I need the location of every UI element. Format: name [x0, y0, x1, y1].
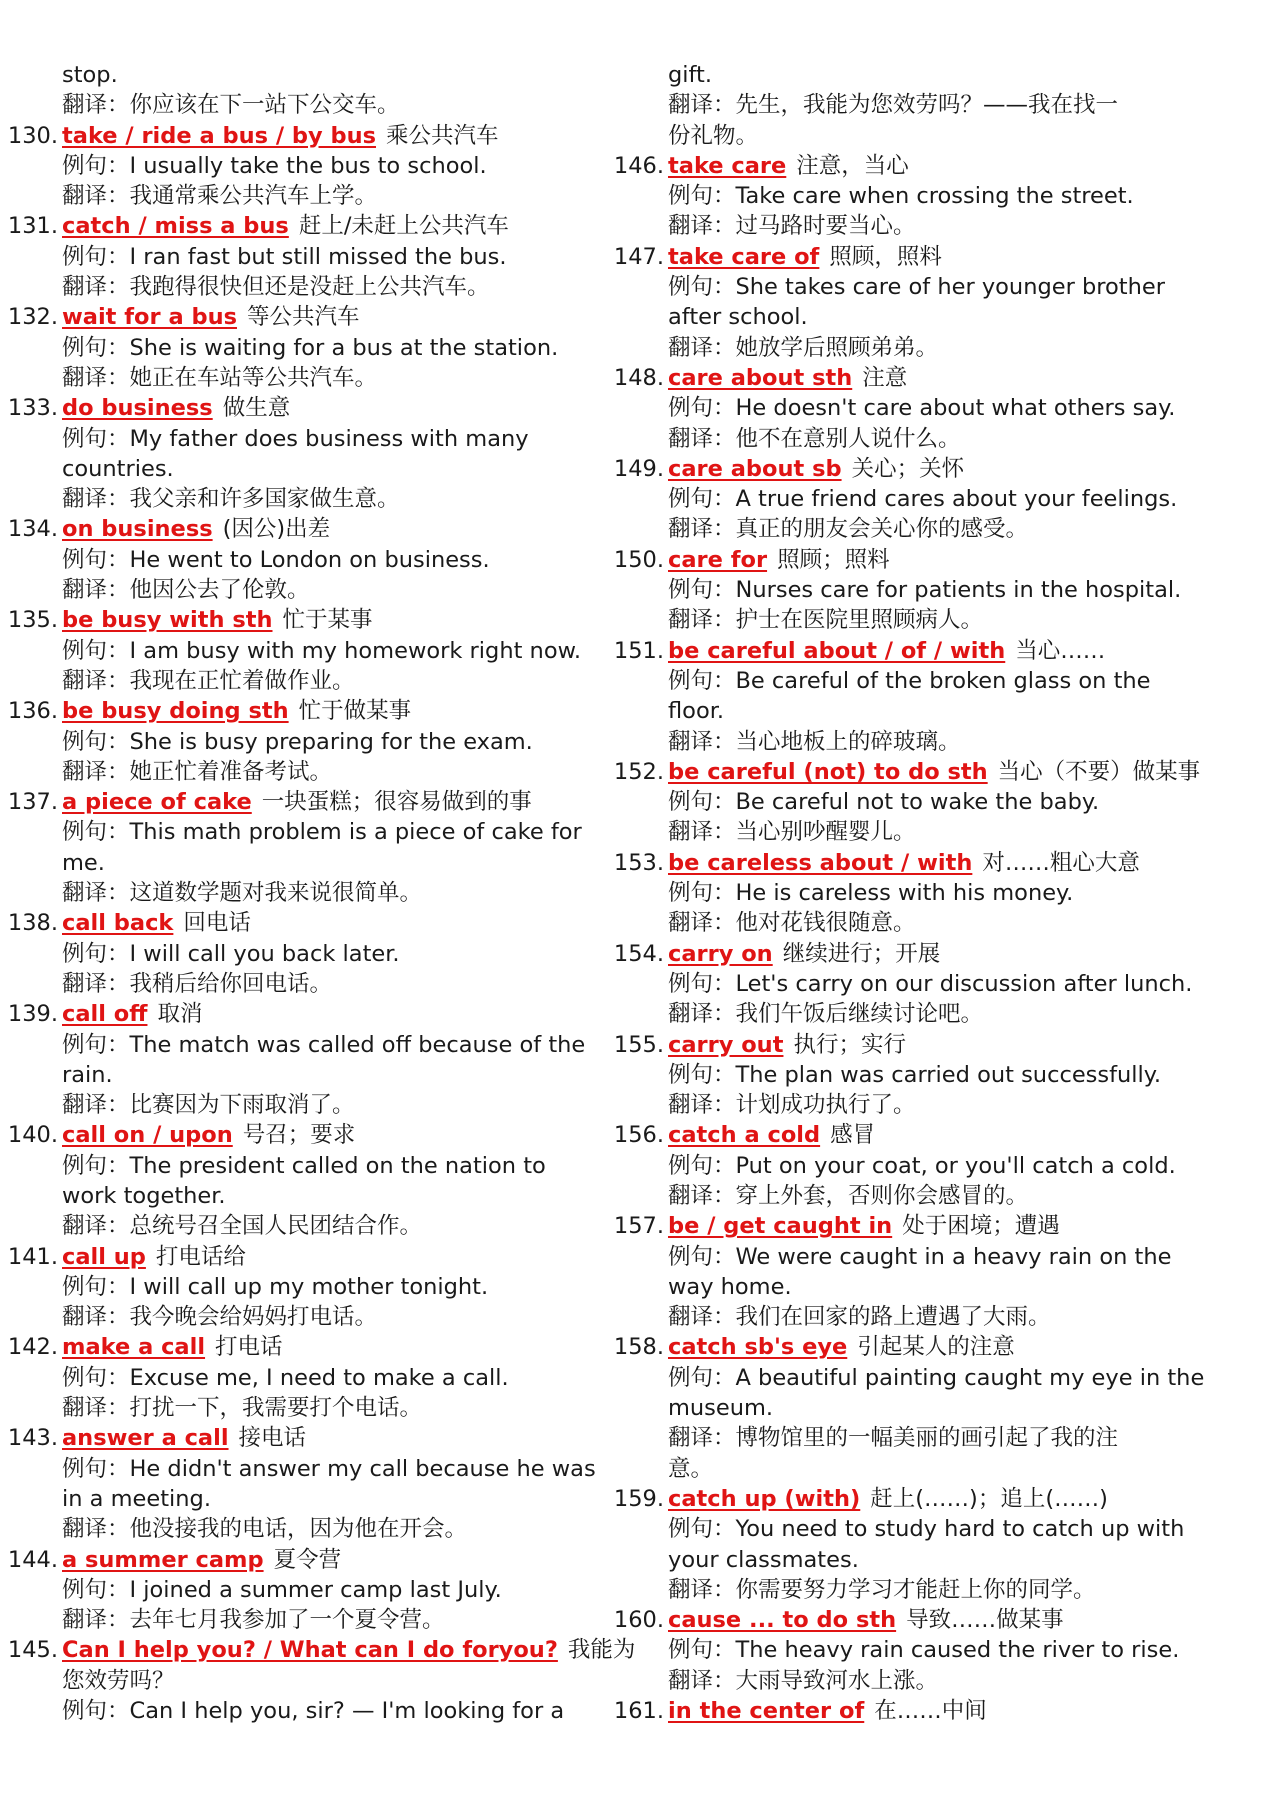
phrase-term: take care of [668, 243, 820, 270]
entry-line: 翻译：过马路时要当心。 [668, 213, 916, 240]
entry-heading [7, 302, 622, 332]
entry-heading [613, 1120, 1254, 1150]
phrase-entry [7, 1635, 636, 1726]
entry-line: 例句：Let's carry on our discussion after lunch. [668, 970, 1193, 997]
entry-number: 130. [7, 122, 58, 149]
phrase-entry [613, 1211, 1254, 1332]
entry-line: 例句：She is waiting for a bus at the station. [62, 334, 559, 361]
entry-number: 137. [7, 789, 58, 816]
entry-line: 翻译：穿上外套，否则你会感冒的。 [668, 1182, 1029, 1209]
phrase-entry [613, 363, 1254, 454]
phrase-term: be busy with sth [62, 607, 273, 634]
phrase-entry [613, 545, 1254, 636]
entry-heading [613, 454, 1254, 484]
entry-heading [613, 1332, 1254, 1362]
entry-heading [7, 1242, 622, 1272]
entry-line: rain. [62, 1061, 113, 1088]
phrase-entry [7, 302, 622, 393]
entry-line: 翻译：总统号召全国人民团结合作。 [62, 1213, 423, 1240]
phrase-term: cause ... to do sth [668, 1607, 897, 1634]
left-column [7, 60, 636, 1726]
phrase-meaning: 照顾；照料 [777, 546, 890, 573]
entry-line: 例句：Excuse me, I need to make a call. [62, 1364, 509, 1391]
entry-line: 例句：Be careful not to wake the baby. [668, 789, 1100, 816]
phrase-entry [7, 908, 622, 999]
phrase-entry [613, 454, 1254, 545]
phrase-meaning: 执行；实行 [793, 1031, 906, 1058]
entry-line: countries. [62, 455, 174, 482]
phrase-entry [613, 757, 1254, 848]
entry-number: 153. [613, 849, 664, 876]
phrase-meaning: 做生意 [222, 395, 291, 422]
phrase-meaning: 注意，当心 [796, 152, 909, 179]
entry-line: 例句：He went to London on business. [62, 546, 490, 573]
phrase-term: be careful about / of / with [668, 637, 1006, 664]
continuation-line: 翻译：先生，我能为您效劳吗？——我在找一 [668, 92, 1119, 119]
entry-line: 您效劳吗？ [62, 1667, 175, 1694]
entry-number: 146. [613, 152, 664, 179]
entry-line: 例句：I ran fast but still missed the bus. [62, 243, 507, 270]
entry-line: 例句：A true friend cares about your feelings. [668, 486, 1178, 513]
entry-line: 翻译：大雨导致河水上涨。 [668, 1667, 939, 1694]
entry-number: 154. [613, 940, 664, 967]
phrase-term: a piece of cake [62, 789, 252, 816]
entry-line: 例句：She takes care of her younger brother [668, 274, 1165, 301]
phrase-meaning: 赶上/未赶上公共汽车 [298, 213, 509, 240]
phrase-meaning: 导致……做某事 [906, 1607, 1064, 1634]
entry-line: 例句：I usually take the bus to school. [62, 152, 487, 179]
entry-heading [613, 1484, 1254, 1514]
phrase-meaning: 夏令营 [273, 1546, 342, 1573]
entry-line: 翻译：这道数学题对我来说很简单。 [62, 880, 423, 907]
phrase-term: on business [62, 516, 213, 543]
phrase-term: do business [62, 395, 213, 422]
entry-line: 例句：She is busy preparing for the exam. [62, 728, 533, 755]
phrase-term: catch a cold [668, 1122, 821, 1149]
entry-line: 例句：I joined a summer camp last July. [62, 1576, 502, 1603]
entry-number: 136. [7, 698, 58, 725]
entry-number: 149. [613, 455, 664, 482]
entry-line: 例句：We were caught in a heavy rain on the [668, 1243, 1172, 1270]
entry-heading [7, 211, 622, 241]
phrase-entry [7, 1242, 622, 1333]
entry-line: 翻译：我通常乘公共汽车上学。 [62, 183, 378, 210]
entry-heading [7, 1635, 636, 1665]
entry-number: 141. [7, 1243, 58, 1270]
phrase-meaning: 打电话 [215, 1334, 283, 1361]
phrase-term: catch / miss a bus [62, 213, 289, 240]
entry-number: 131. [7, 213, 58, 240]
entry-line: 例句：The plan was carried out successfully. [668, 1061, 1162, 1088]
phrase-term: be careless about / with [668, 849, 973, 876]
entry-heading [7, 1545, 622, 1575]
phrase-entry [613, 1332, 1254, 1483]
phrase-meaning: 对……粗心大意 [982, 849, 1140, 876]
phrase-term: in the center of [668, 1698, 865, 1725]
continuation-line: stop. [62, 62, 118, 88]
entry-number: 133. [7, 395, 58, 422]
entry-line: 翻译：我稍后给你回电话。 [62, 970, 333, 997]
entry-number: 140. [7, 1122, 58, 1149]
entry-number: 145. [7, 1637, 58, 1664]
entry-number: 151. [613, 637, 664, 664]
entry-number: 144. [7, 1546, 58, 1573]
phrase-entry [7, 211, 622, 302]
phrase-entry [7, 605, 622, 696]
phrase-entry [613, 939, 1254, 1030]
phrase-term: catch sb's eye [668, 1334, 848, 1361]
continuation-line: 翻译：你应该在下一站下公交车。 [62, 92, 400, 119]
phrase-entry [7, 1423, 622, 1544]
phrase-meaning: 处于困境；遭遇 [902, 1213, 1060, 1240]
entry-line: 例句：Can I help you, sir? — I'm looking for a [62, 1698, 565, 1725]
entry-line: floor. [668, 698, 725, 725]
entry-line: 翻译：我今晚会给妈妈打电话。 [62, 1304, 378, 1331]
entry-number: 159. [613, 1485, 664, 1512]
phrase-term: care about sb [668, 455, 842, 482]
phrase-term: take care [668, 152, 787, 179]
right-column [613, 60, 1254, 1726]
entry-line: 翻译：她放学后照顾弟弟。 [668, 334, 939, 361]
entry-number: 152. [613, 758, 664, 785]
entry-line: 例句：The match was called off because of the [62, 1031, 586, 1058]
phrase-term: call off [62, 1001, 148, 1028]
phrase-term: answer a call [62, 1425, 229, 1452]
phrase-entry [7, 514, 622, 605]
entry-heading [613, 151, 1254, 181]
phrase-term: carry on [668, 940, 773, 967]
entry-line: 例句：I will call you back later. [62, 940, 400, 967]
entry-number: 142. [7, 1334, 58, 1361]
entry-number: 155. [613, 1031, 664, 1058]
entry-line: 例句：Take care when crossing the street. [668, 183, 1134, 210]
entry-number: 134. [7, 516, 58, 543]
phrase-term: carry out [668, 1031, 784, 1058]
phrase-term: be careful (not) to do sth [668, 758, 988, 785]
phrase-entry [613, 242, 1254, 363]
phrase-term: catch up (with) [668, 1485, 861, 1512]
entry-line: 翻译：计划成功执行了。 [668, 1092, 916, 1119]
entry-line: 例句：The president called on the nation to [62, 1152, 546, 1179]
phrase-meaning: 继续进行；开展 [782, 940, 941, 967]
entry-heading [613, 363, 1254, 393]
entry-line: 翻译：当心别吵醒婴儿。 [668, 819, 916, 846]
phrase-meaning: 号召；要求 [242, 1122, 356, 1149]
entry-number: 143. [7, 1425, 58, 1452]
phrase-meaning: 乘公共汽车 [386, 122, 499, 149]
entry-heading [613, 1605, 1254, 1635]
phrase-term: take / ride a bus / by bus [62, 122, 376, 149]
entry-number: 161. [613, 1698, 664, 1725]
phrase-entry [613, 1030, 1254, 1121]
continuation-line: gift. [668, 62, 713, 88]
entry-line: 翻译：他不在意别人说什么。 [668, 425, 961, 452]
entry-heading [613, 636, 1254, 666]
phrase-entry [7, 696, 622, 787]
entry-heading [613, 545, 1254, 575]
phrase-term: a summer camp [62, 1546, 264, 1573]
entry-line: 意。 [668, 1455, 714, 1482]
entry-line: 翻译：我父亲和许多国家做生意。 [62, 486, 400, 513]
phrase-term: call back [62, 910, 174, 937]
phrase-meaning: 回电话 [183, 910, 251, 937]
entry-line: 翻译：护士在医院里照顾病人。 [668, 607, 984, 634]
entry-line: 翻译：比赛因为下雨取消了。 [62, 1092, 355, 1119]
entry-number: 138. [7, 910, 58, 937]
phrase-term: call up [62, 1243, 146, 1270]
phrase-entry [613, 1696, 1254, 1726]
phrase-entry [7, 121, 622, 212]
entry-line: way home. [668, 1273, 792, 1300]
phrase-entry [7, 1332, 622, 1423]
entry-number: 160. [613, 1607, 664, 1634]
phrase-term: call on / upon [62, 1122, 233, 1149]
entry-line: 翻译：我们在回家的路上遭遇了大雨。 [668, 1304, 1051, 1331]
entry-line: 翻译：博物馆里的一幅美丽的画引起了我的注 [668, 1425, 1119, 1452]
phrase-entry [7, 1120, 622, 1241]
entry-heading [613, 939, 1254, 969]
entry-heading [613, 848, 1254, 878]
entry-line: 翻译：打扰一下，我需要打个电话。 [62, 1395, 423, 1422]
phrase-meaning: 一块蛋糕；很容易做到的事 [261, 789, 532, 816]
entry-line: in a meeting. [62, 1485, 211, 1512]
entry-line: 例句：Nurses care for patients in the hospital. [668, 577, 1182, 604]
phrase-meaning: 当心…… [1015, 637, 1106, 664]
entry-number: 139. [7, 1001, 58, 1028]
entry-line: 例句：Put on your coat, or you'll catch a cold. [668, 1152, 1176, 1179]
entry-line: museum. [668, 1395, 774, 1422]
phrase-meaning: 接电话 [238, 1425, 307, 1452]
entry-heading [7, 605, 622, 635]
entry-line: 翻译：他对花钱很随意。 [668, 910, 916, 937]
entry-line: 例句：He didn't answer my call because he was [62, 1455, 596, 1482]
entry-number: 157. [613, 1213, 664, 1240]
entry-heading [7, 514, 622, 544]
phrase-meaning: 关心；关怀 [851, 455, 965, 482]
entry-heading [7, 999, 622, 1029]
entry-number: 135. [7, 607, 58, 634]
entry-line: 翻译：你需要努力学习才能赶上你的同学。 [668, 1576, 1096, 1603]
entry-line: 翻译：真正的朋友会关心你的感受。 [668, 516, 1029, 543]
phrase-meaning: 赶上(……)；追上(……) [870, 1485, 1108, 1512]
entry-line: 翻译：去年七月我参加了一个夏令营。 [62, 1607, 445, 1634]
entry-line: 例句：The heavy rain caused the river to rise. [668, 1637, 1180, 1664]
entry-line: 例句：I am busy with my homework right now. [62, 637, 582, 664]
phrase-meaning: 在……中间 [874, 1698, 987, 1725]
phrase-term: Can I help you? / What can I do foryou? [62, 1637, 558, 1664]
entry-line: 例句：He is careless with his money. [668, 880, 1074, 907]
phrase-term: be busy doing sth [62, 698, 289, 725]
entry-line: after school. [668, 304, 808, 331]
entry-heading [7, 1120, 622, 1150]
entry-heading [7, 787, 622, 817]
phrase-entry [613, 1120, 1254, 1211]
entry-line: 例句：He doesn't care about what others say. [668, 395, 1176, 422]
entry-line: 翻译：他没接我的电话，因为他在开会。 [62, 1516, 468, 1543]
phrase-entry [613, 1484, 1254, 1605]
entry-heading [613, 1696, 1254, 1726]
phrase-entry [613, 151, 1254, 242]
entry-line: 例句：You need to study hard to catch up with [668, 1516, 1185, 1543]
phrase-meaning: 取消 [157, 1001, 203, 1028]
phrase-entry [7, 999, 622, 1120]
entry-line: 例句：This math problem is a piece of cake for [62, 819, 582, 846]
phrase-term: make a call [62, 1334, 206, 1361]
entry-line: your classmates. [668, 1546, 859, 1573]
phrase-entry [7, 1545, 622, 1636]
phrase-meaning: 引起某人的注意 [857, 1334, 1015, 1361]
phrase-meaning: 注意 [862, 364, 908, 391]
entry-line: 例句：I will call up my mother tonight. [62, 1273, 489, 1300]
entry-number: 132. [7, 304, 58, 331]
entry-heading [613, 1211, 1254, 1241]
phrase-meaning: 打电话给 [155, 1243, 246, 1270]
entry-heading [7, 393, 622, 423]
phrase-term: care for [668, 546, 768, 573]
entry-number: 156. [613, 1122, 664, 1149]
phrase-meaning: 当心（不要）做某事 [997, 758, 1201, 785]
phrase-entry [613, 848, 1254, 939]
phrase-entry [7, 787, 622, 908]
entry-number: 148. [613, 364, 664, 391]
entry-number: 158. [613, 1334, 664, 1361]
phrase-entry [613, 636, 1254, 757]
phrase-entry [7, 393, 622, 514]
entry-heading [613, 242, 1254, 272]
entry-heading [7, 1423, 622, 1453]
continuation-line: 份礼物。 [668, 122, 759, 149]
entry-line: 翻译：她正在车站等公共汽车。 [62, 364, 378, 391]
entry-heading [613, 757, 1254, 787]
phrase-meaning: 感冒 [830, 1122, 876, 1149]
entry-line: work together. [62, 1182, 226, 1209]
entry-heading [7, 121, 622, 151]
entry-line: 翻译：当心地板上的碎玻璃。 [668, 728, 961, 755]
entry-heading [613, 1030, 1254, 1060]
phrase-meaning: (因公)出差 [222, 516, 331, 543]
phrase-meaning: 等公共汽车 [246, 304, 360, 331]
entry-line: 翻译：我们午饭后继续讨论吧。 [668, 1001, 984, 1028]
entry-heading [7, 1332, 622, 1362]
entry-line: me. [62, 849, 105, 876]
entry-heading [7, 908, 622, 938]
phrase-term: be / get caught in [668, 1213, 893, 1240]
phrase-entry [613, 1605, 1254, 1696]
phrase-meaning: 照顾，照料 [829, 243, 942, 270]
entry-line: 例句：My father does business with many [62, 425, 529, 452]
entry-line: 例句：Be careful of the broken glass on the [668, 667, 1151, 694]
entry-number: 147. [613, 243, 664, 270]
entry-line: 翻译：他因公去了伦敦。 [62, 577, 310, 604]
entry-line: 例句：A beautiful painting caught my eye in the [668, 1364, 1205, 1391]
entry-heading [7, 696, 622, 726]
phrase-meaning: 忙于某事 [282, 607, 373, 634]
entry-line: 翻译：我现在正忙着做作业。 [62, 667, 355, 694]
entry-line: 翻译：她正忙着准备考试。 [62, 758, 333, 785]
entry-number: 150. [613, 546, 664, 573]
phrase-term: wait for a bus [62, 304, 237, 331]
phrase-term: care about sth [668, 364, 853, 391]
phrase-meaning: 我能为 [567, 1637, 636, 1664]
phrase-meaning: 忙于做某事 [298, 698, 412, 725]
entry-line: 翻译：我跑得很快但还是没赶上公共汽车。 [62, 274, 490, 301]
